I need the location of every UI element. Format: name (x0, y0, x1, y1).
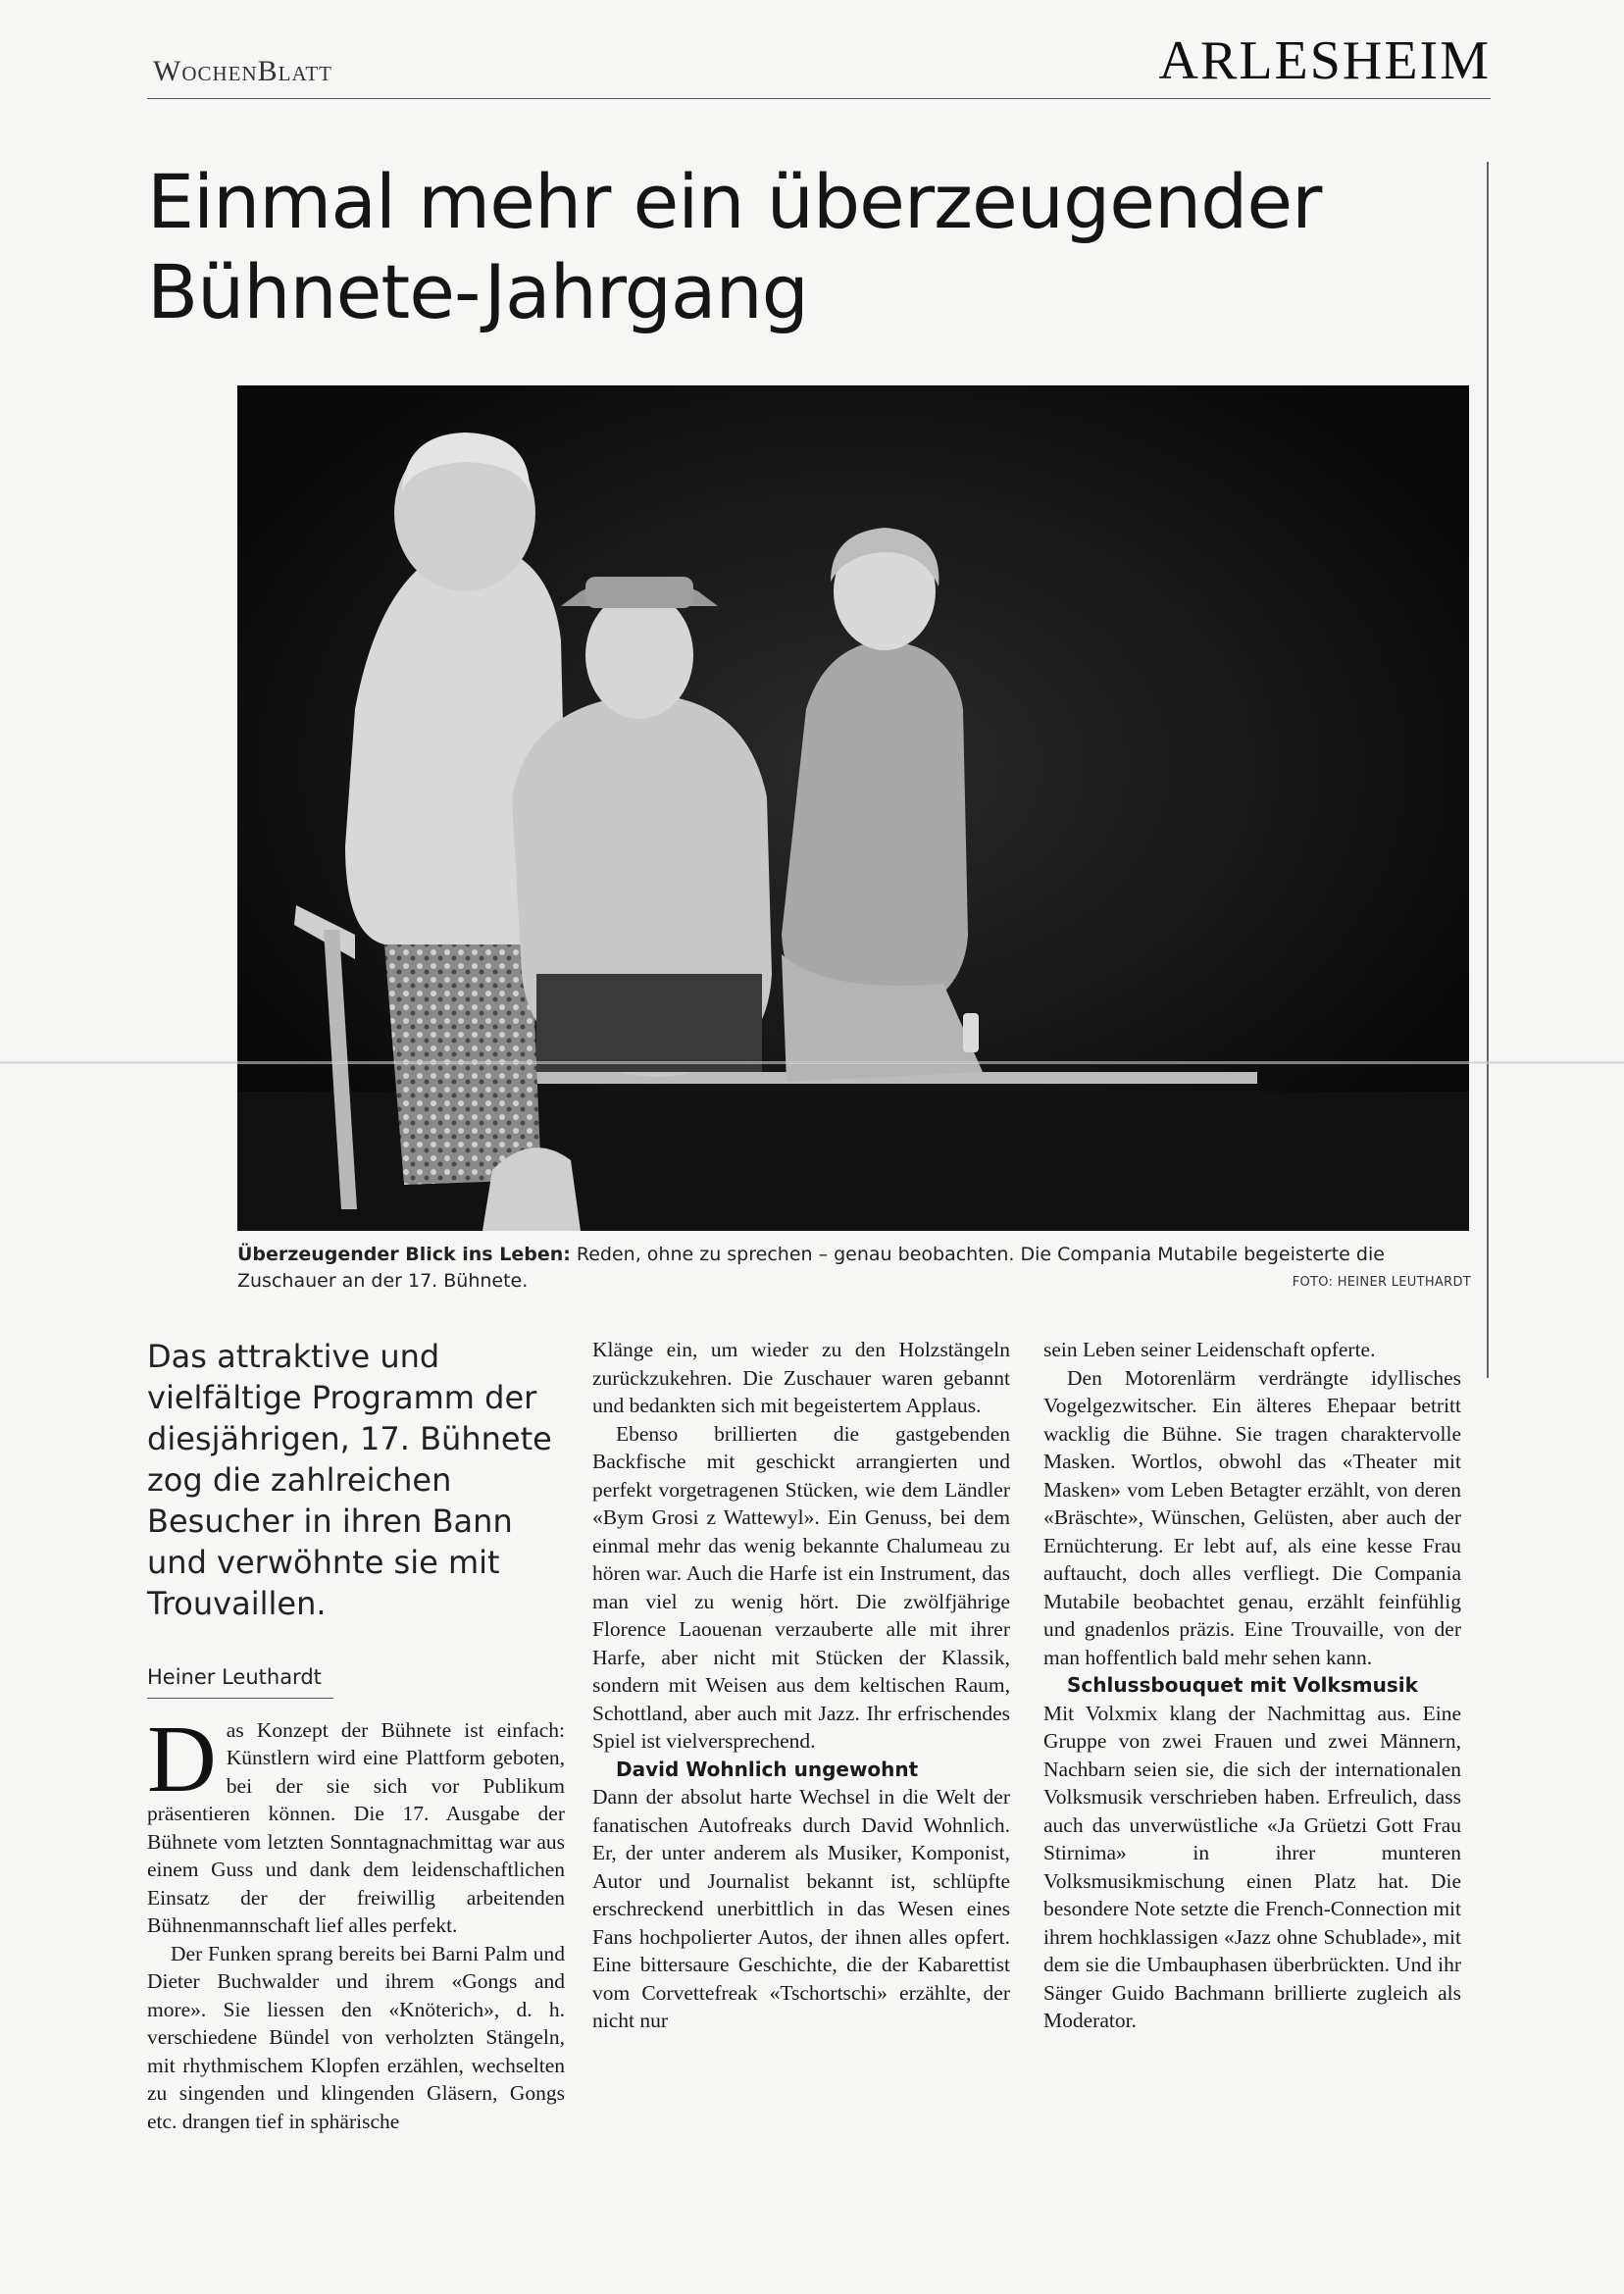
article-column-2 (592, 1336, 1010, 2035)
headline-line-1: Einmal mehr ein überzeugender (147, 158, 1322, 245)
article-paragraph: sein Leben seiner Leidenschaft opferte. (1043, 1338, 1376, 1361)
byline: Heiner Leuthardt (147, 1663, 333, 1699)
article-paragraph: Mit Volxmix klang der Nachmittag aus. Eine Gruppe von zwei Frauen und zwei Männern, Nachbarn seien sie, die sich der internationalen Volksmusik verschrieben haben. Erfreulich, dass auch das unverwüstliche «Ja Grüetzi Gott Frau Stirnima» in ihrer munteren Volksmusikmischung einen Platz hat. Die besondere Note setzte die French-Connection mit ihrem hochklassigen «Jazz ohne Schublade», mit dem sie die Umbauphasen überbrückten. Und ihr Sänger Guido Bachmann brillierte zugleich als Moderator. (1043, 1701, 1461, 2032)
masthead (147, 29, 1491, 99)
column-rule (1487, 162, 1489, 1378)
article-lead: Das attraktive und vielfältige Programm der diesjährigen, 17. Bühnete zog die zahlreichen Besucher in ihren Bann und verwöhnte sie mit Trouvaillen. (147, 1338, 552, 1622)
caption-lead: Überzeugender Blick ins Leben: (237, 1244, 571, 1265)
article-paragraph (147, 1706, 565, 1940)
headline (147, 157, 1363, 337)
headline-line-2: Bühnete-Jahrgang (147, 248, 808, 335)
subheading: Schlussbouquet mit Volksmusik (1067, 1673, 1418, 1697)
article-column-3 (1043, 1336, 1461, 2035)
article-paragraph: Den Motorenlärm verdrängte idyllisches Vogelgezwitscher. Ein älteres Ehepaar betritt wacklig die Bühne. Sie tragen charaktervolle Masken. Wortlos, obwohl das «Theater mit Masken» vom Leben Betagter erzählt, von deren «Bräschte», Wünschen, Gelüsten, aber auch der Ernüchterung. Er lebt auf, als eine kesse Frau auftaucht, doch alles verfliegt. Die Compania Mutabile beobachtet genau, erzählt feinfühlig und gnadenlos präzis. Eine Trouvaille, von der man hoffentlich bald mehr sehen kann. (1043, 1365, 1461, 1669)
photo-credit: FOTO: HEINER LEUTHARDT (1292, 1275, 1471, 1290)
subheading: David Wohnlich ungewohnt (616, 1757, 919, 1781)
caption-text: Reden, ohne zu sprechen – genau beobachten. Die Compania Mutabile begeisterte die Zuschauer an der 17. Bühnete. (237, 1244, 1385, 1292)
article-paragraph: Ebenso brillierten die gastgebenden Backfische mit geschickt arrangierten und perfekt vorgetragenen Stücken, wie dem Ländler «Bym Grosi z Wattewyl». Ein Genuss, bei dem einmal mehr das wenig bekannte Chalumeau zu hören war. Auch die Harfe ist ein Instrument, das man viel zu wenig hört. Die zwölfjährige Florence Laouenan verzauberte alle mit ihrer Harfe, aber nicht mit Stücken der Klassik, sondern mit Weisen aus dem keltischen Raum, Schottland, aber auch mit Jazz. Ihr erfrischendes Spiel ist vielversprechend. (592, 1421, 1010, 1753)
newspaper-name: WochenBlatt (153, 55, 332, 87)
stage-photo (237, 385, 1469, 1231)
paper-fold-line (0, 1061, 1624, 1064)
section-town: ARLESHEIM (1158, 30, 1491, 91)
stage-photo-illustration (237, 385, 1469, 1231)
paragraph-text: as Konzept der Bühnete ist einfach: Künstlern wird eine Plattform geboten, bei der sie sich vor Publikum präsentieren können. Die 17. Ausgabe der Bühnete vom letzten Sonntagnachmittag war aus einem Guss und dank dem leidenschaftlichen Einsatz der der freiwillig arbeitenden Bühnenmannschaft lief alles perfekt. (147, 1717, 565, 1937)
article-paragraph: Dann der absolut harte Wechsel in die Welt der fanatischen Autofreaks durch David Wohnlich. Er, der unter anderem als Musiker, Komponist, Autor und Journalist bekannt ist, schlüpfte erschreckend unerbittlich in das Wesen eines Fans hochpolierter Autos, der ihnen alles opfert. Eine bittersaure Geschichte, die der Kabarettist vom Corvettefreak «Tschortschi» erzählte, der nicht nur (592, 1785, 1010, 2032)
drop-cap: D (147, 1706, 217, 1812)
article-paragraph: Der Funken sprang bereits bei Barni Palm und Dieter Buchwalder und ihrem «Gongs and more». Sie liessen den «Knöterich», d. h. verschiedene Bündel von verholzten Stängeln, mit rhythmischem Klopfen erzählen, wechselten zu singenden und klingenden Gläsern, Gongs etc. drangen tief in sphärische (147, 1941, 565, 2133)
article-paragraph: Klänge ein, um wieder zu den Holzstängeln zurückzukehren. Die Zuschauer waren gebannt und bedankten sich mit begeistertem Applaus. (592, 1338, 1010, 1417)
article-column-1 (147, 1336, 565, 2135)
